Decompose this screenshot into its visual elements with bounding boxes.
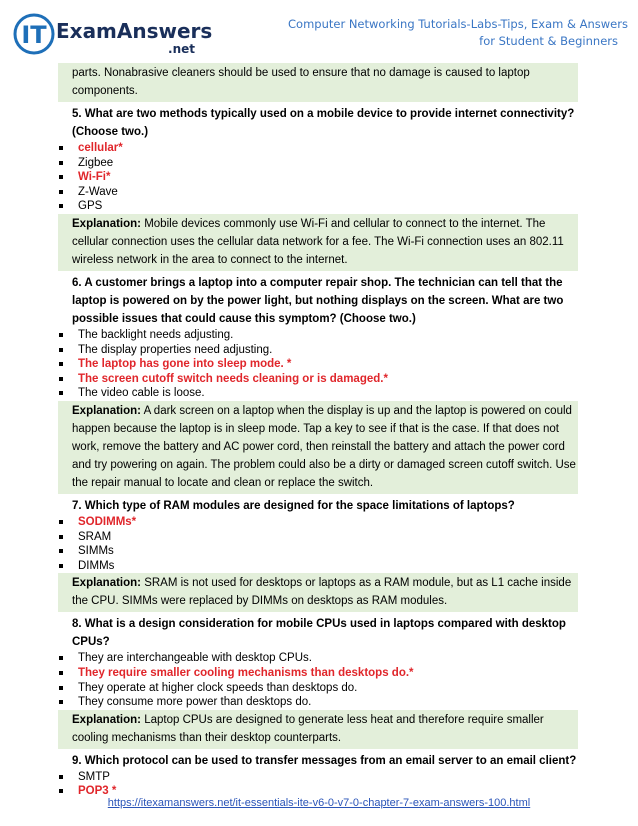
bullet-icon [59,362,63,366]
logo-tld-text: .net [168,42,195,56]
bullet-icon [59,686,63,690]
question-text: 8. What is a design consideration for mobile CPUs used in laptops compared with desktop CPUs? [72,618,566,649]
explanation-box [58,573,578,612]
exam-content [58,63,578,799]
answer-option [58,695,578,710]
question-text: 9. Which protocol can be used to transfer messages from an email server to an email client? [72,754,577,767]
bullet-icon [59,190,63,194]
answer-option-text: SMTP [78,770,110,783]
answer-list [58,770,578,799]
bullet-icon [59,700,63,704]
answer-option [58,770,578,785]
bullet-icon [59,671,63,675]
answer-option [58,343,578,358]
bullet-icon [59,549,63,553]
answer-option-text: POP3 * [78,785,117,798]
answer-option-text: SIMMs [78,545,114,558]
answer-option [58,559,578,574]
question-text: 5. What are two methods typically used on a mobile device to provide internet connectivity? (Choose two.) [72,108,575,138]
answer-option [58,328,578,343]
explanation-box [58,214,578,271]
answer-list [58,141,578,214]
answer-option-text: The backlight needs adjusting. [78,328,234,341]
answer-option-text: They consume more power than desktops do. [78,696,312,709]
answer-option-text: Zigbee [78,156,114,169]
bullet-icon [59,775,63,779]
bullet-icon [59,391,63,395]
bullet-icon [59,656,63,660]
explanation-label: Explanation: [72,217,142,230]
bullet-icon [59,535,63,539]
answer-option-text: cellular* [78,142,123,154]
bullet-icon [59,146,63,150]
answer-option-text: They require smaller cooling mechanisms than desktops do.* [78,666,414,679]
tagline-line-1: Computer Networking Tutorials-Labs-Tips, Exam & Answers [288,17,628,31]
explanation-text: SRAM is not used for desktops or laptops as a RAM module, but as L1 cache inside the CPU. SIMMs were replaced by DIMMs on desktops as RAM modules. [72,577,572,608]
answer-option-text: The laptop has gone into sleep mode. * [78,358,292,371]
explanation-label: Explanation: [72,713,142,726]
question-block [58,612,578,748]
question-block [58,102,578,271]
answer-option [58,357,578,372]
source-url-link[interactable]: https://itexamanswers.net/it-essentials-ite-v6-0-v7-0-chapter-7-exam-answers-100.html [107,797,531,809]
answer-option [58,515,578,530]
question-text: 6. A customer brings a laptop into a computer repair shop. The technician can tell that the laptop is powered on by the power light, but nothing displays on the screen. What are two possible issues that could cause this symptom? (Choose two.) [72,276,564,325]
answer-option [58,651,578,666]
answer-option [58,681,578,696]
intro-explanation-text: parts. Nonabrasive cleaners should be used to ensure that no damage is caused to laptop components. [72,67,530,97]
answer-option-text: The video cable is loose. [78,387,205,400]
answer-option [58,530,578,545]
explanation-box [58,401,578,494]
bullet-icon [59,348,63,352]
answer-option [58,544,578,559]
explanation-box [58,710,578,749]
explanation-text: Laptop CPUs are designed to generate less heat and therefore require smaller cooling mechanisms than their desktop counterparts. [72,713,544,744]
bullet-icon [59,161,63,165]
answer-option [58,666,578,681]
answer-option-text: GPS [78,200,103,213]
answer-list [58,328,578,401]
logo-it-text: IT [21,21,47,49]
answer-option-text: DIMMs [78,559,115,572]
answer-option-text: They operate at higher clock speeds than desktops do. [78,681,358,694]
bullet-icon [59,564,63,568]
explanation-text: A dark screen on a laptop when the display is up and the laptop is powered on could happen because the laptop is in sleep mode. Tap a key to see if that is the case. If that does not work, remove the battery and AC power cord, then reinstall the battery and attach the power cord and try powering on again. The problem could also be a dirty or damaged screen cutoff switch. Use the repair manual to locate and clean or replace the switch. [72,404,576,489]
tagline-line-2: for Student & Beginners [479,34,618,48]
explanation-label: Explanation: [72,577,142,590]
site-tagline [288,16,628,50]
answer-option-text: Z-Wave [78,185,118,198]
question-block [58,749,578,799]
answer-option [58,372,578,387]
answer-option [58,185,578,200]
intro-explanation [58,63,578,102]
answer-option [58,199,578,214]
logo-name-text: ExamAnswers [56,19,213,43]
answer-option-text: SRAM [78,530,112,543]
bullet-icon [59,204,63,208]
answer-option [58,156,578,171]
site-logo-graphic [12,8,232,58]
explanation-text: Mobile devices commonly use Wi-Fi and cellular to connect to the internet. The cellular connection uses the cellular data network for a fee. The Wi-Fi connection uses an 802.11 wireless network in the area to connect to the internet. [72,217,564,266]
bullet-icon [59,333,63,337]
answer-option [58,141,578,156]
bullet-icon [59,520,63,524]
question-block [58,271,578,494]
answer-list [58,515,578,573]
answer-option-text: They are interchangeable with desktop CPUs. [78,652,312,665]
question-text: 7. Which type of RAM modules are designed for the space limitations of laptops? [72,499,515,512]
answer-option [58,170,578,185]
answer-list [58,651,578,709]
answer-option-text: The screen cutoff switch needs cleaning or is damaged.* [78,372,388,385]
answer-option-text: The display properties need adjusting. [78,343,273,356]
bullet-icon [59,377,63,381]
answer-option [58,386,578,401]
answer-option-text: SODIMMs* [78,515,137,528]
site-logo[interactable] [12,8,232,58]
bullet-icon [59,789,63,793]
question-block [58,494,578,612]
answer-option-text: Wi-Fi* [78,171,111,184]
bullet-icon [59,175,63,179]
explanation-label: Explanation: [72,404,142,417]
